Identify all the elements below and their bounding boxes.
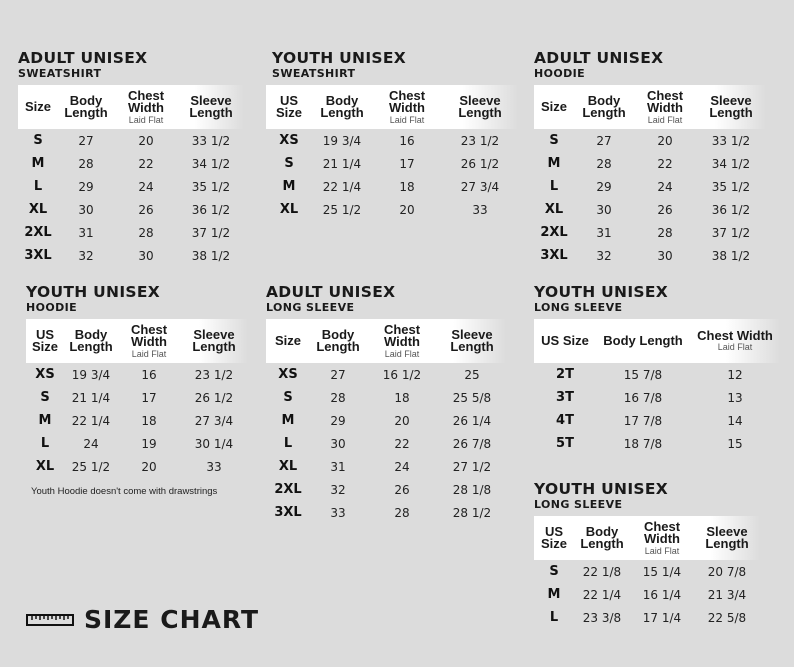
column-header [180, 319, 248, 363]
measurement-cell: 28 [394, 505, 410, 520]
size-cell: 3XL [24, 248, 52, 263]
chart-title: ADULT UNISEX [18, 49, 148, 67]
measurement-cell: 26 [657, 202, 673, 217]
size-table [266, 319, 506, 524]
measurement-cell: 18 [141, 413, 157, 428]
size-cell: L [549, 610, 559, 625]
column-header [574, 85, 634, 129]
chart-youth-long-sleeve [534, 481, 760, 629]
measurement-cell: 17 [399, 156, 415, 171]
table-row [266, 409, 506, 432]
column-header [534, 516, 574, 560]
measurement-cell: 27 [78, 133, 94, 148]
table-row [534, 583, 760, 606]
measurement-cell: 27 1/2 [452, 459, 492, 474]
chart-adult-long-sleeve [266, 284, 506, 524]
table-header-row [18, 85, 244, 129]
size-cell: 2T [556, 367, 574, 382]
column-header [634, 85, 696, 129]
table-row [266, 175, 518, 198]
size-cell: 2XL [540, 225, 568, 240]
measurement-cell: 25 5/8 [452, 390, 492, 405]
size-cell: XL [279, 202, 299, 217]
column-header-label: Chest Width [643, 518, 681, 546]
measurement-cell: 14 [727, 413, 743, 428]
measurement-cell: 16 [141, 367, 157, 382]
size-cell: 4T [556, 413, 574, 428]
table-row [18, 129, 244, 152]
size-cell: L [549, 179, 559, 194]
measurement-cell: 33 [206, 459, 222, 474]
column-header [366, 319, 438, 363]
chart-youth-hoodie [26, 284, 248, 478]
column-header [18, 85, 58, 129]
size-table [26, 319, 248, 478]
table-header-row [534, 319, 780, 363]
column-header-label: Chest Width [130, 321, 168, 349]
chart-title: YOUTH UNISEX [534, 480, 669, 498]
size-cell: S [40, 390, 50, 405]
table-row [534, 152, 766, 175]
measurement-cell: 29 [596, 179, 612, 194]
column-header-label: Sleeve Length [709, 92, 753, 120]
measurement-cell: 24 [83, 436, 99, 451]
table-row [266, 432, 506, 455]
table-row [266, 152, 518, 175]
measurement-cell: 20 [138, 133, 154, 148]
size-cell: XL [278, 459, 298, 474]
chart-subtitle: LONG SLEEVE [534, 498, 623, 511]
table-row [534, 175, 766, 198]
table-row [534, 363, 780, 386]
measurement-cell: 23 1/2 [460, 133, 500, 148]
column-header-note: Laid Flat [131, 348, 167, 359]
measurement-cell: 33 1/2 [191, 133, 231, 148]
column-header-label: Sleeve Length [192, 326, 236, 354]
size-table [534, 319, 780, 455]
measurement-cell: 28 1/8 [452, 482, 492, 497]
table-row [18, 175, 244, 198]
column-header [690, 319, 780, 363]
column-header [312, 85, 372, 129]
chart-title: ADULT UNISEX [534, 49, 664, 67]
column-header-label: Body Length [580, 523, 624, 551]
size-cell: XS [35, 367, 55, 382]
measurement-cell: 21 1/4 [322, 156, 362, 171]
column-header-label: Size [540, 98, 567, 114]
chart-subtitle: LONG SLEEVE [266, 301, 355, 314]
measurement-cell: 18 7/8 [623, 436, 663, 451]
measurement-cell: 26 1/2 [460, 156, 500, 171]
table-row [26, 363, 248, 386]
table-row [18, 244, 244, 267]
size-cell: L [283, 436, 293, 451]
size-cell: 2XL [24, 225, 52, 240]
column-header [266, 85, 312, 129]
size-table [534, 85, 766, 267]
column-header-note: Laid Flat [717, 342, 753, 353]
measurement-cell: 23 1/2 [194, 367, 234, 382]
measurement-cell: 22 5/8 [707, 610, 747, 625]
table-row [18, 221, 244, 244]
measurement-cell: 32 [330, 482, 346, 497]
measurement-cell: 22 [138, 156, 154, 171]
table-row [26, 409, 248, 432]
column-header [574, 516, 630, 560]
measurement-cell: 30 [596, 202, 612, 217]
column-header-label: Body Length [316, 326, 360, 354]
size-cell: M [547, 587, 561, 602]
column-header [534, 85, 574, 129]
measurement-cell: 31 [78, 225, 94, 240]
column-header-label: Body Length [320, 92, 364, 120]
table-row [266, 198, 518, 221]
measurement-cell: 28 [330, 390, 346, 405]
column-header [58, 85, 114, 129]
chart-title: YOUTH UNISEX [272, 49, 407, 67]
column-header [694, 516, 760, 560]
measurement-cell: 32 [78, 248, 94, 263]
measurement-cell: 35 1/2 [191, 179, 231, 194]
measurement-cell: 28 [596, 156, 612, 171]
youth-hoodie-note: Youth Hoodie doesn't come with drawstrings [31, 486, 218, 497]
measurement-cell: 27 [596, 133, 612, 148]
size-cell: 2XL [274, 482, 302, 497]
measurement-cell: 36 1/2 [711, 202, 751, 217]
measurement-cell: 27 3/4 [194, 413, 234, 428]
table-row [18, 152, 244, 175]
column-header [696, 85, 766, 129]
column-header [118, 319, 180, 363]
chart-subtitle: SWEATSHIRT [18, 67, 102, 80]
column-header [64, 319, 118, 363]
measurement-cell: 33 [472, 202, 488, 217]
measurement-cell: 17 [141, 390, 157, 405]
column-header-label: Body Length [69, 326, 113, 354]
size-cell: M [547, 156, 561, 171]
measurement-cell: 37 1/2 [191, 225, 231, 240]
table-row [266, 478, 506, 501]
table-row [534, 244, 766, 267]
column-header-label: Chest Width [697, 327, 773, 343]
column-header-note: Laid Flat [384, 348, 420, 359]
column-header [438, 319, 506, 363]
chart-subtitle: SWEATSHIRT [272, 67, 356, 80]
measurement-cell: 19 3/4 [71, 367, 111, 382]
measurement-cell: 25 1/2 [71, 459, 111, 474]
measurement-cell: 16 1/4 [642, 587, 682, 602]
column-header-label: US Size [275, 92, 302, 120]
column-header-label: Chest Width [127, 87, 165, 115]
column-header-label: US Size [541, 332, 589, 348]
measurement-cell: 31 [330, 459, 346, 474]
chart-youth-long-sleeve-toddler [534, 284, 780, 455]
measurement-cell: 25 [464, 367, 480, 382]
column-header-label: Body Length [64, 92, 108, 120]
chart-adult-sweatshirt [18, 50, 244, 267]
measurement-cell: 28 [657, 225, 673, 240]
measurement-cell: 36 1/2 [191, 202, 231, 217]
column-header-note: Laid Flat [647, 114, 683, 125]
measurement-cell: 23 3/8 [582, 610, 622, 625]
measurement-cell: 12 [727, 367, 743, 382]
table-header-row [266, 85, 518, 129]
size-cell: L [33, 179, 43, 194]
measurement-cell: 27 3/4 [460, 179, 500, 194]
column-header-label: Sleeve Length [458, 92, 502, 120]
column-header-label: Size [274, 332, 301, 348]
column-header [630, 516, 694, 560]
column-header-label: Sleeve Length [450, 326, 494, 354]
table-row [266, 455, 506, 478]
chart-subtitle: LONG SLEEVE [534, 301, 623, 314]
measurement-cell: 20 [394, 413, 410, 428]
column-header [178, 85, 244, 129]
measurement-cell: 24 [394, 459, 410, 474]
size-cell: S [549, 133, 559, 148]
size-cell: 3T [556, 390, 574, 405]
size-cell: S [283, 390, 293, 405]
measurement-cell: 17 7/8 [623, 413, 663, 428]
table-header-row [534, 85, 766, 129]
chart-title: YOUTH UNISEX [534, 283, 669, 301]
table-row [534, 386, 780, 409]
measurement-cell: 20 [399, 202, 415, 217]
measurement-cell: 30 [330, 436, 346, 451]
measurement-cell: 16 [399, 133, 415, 148]
measurement-cell: 19 3/4 [322, 133, 362, 148]
size-cell: L [40, 436, 50, 451]
measurement-cell: 28 [138, 225, 154, 240]
chart-subtitle: HOODIE [26, 301, 78, 314]
column-header [114, 85, 178, 129]
measurement-cell: 26 1/2 [194, 390, 234, 405]
table-row [18, 198, 244, 221]
table-row [534, 129, 766, 152]
measurement-cell: 37 1/2 [711, 225, 751, 240]
measurement-cell: 22 1/4 [322, 179, 362, 194]
size-cell: S [33, 133, 43, 148]
column-header-label: Chest Width [388, 87, 426, 115]
measurement-cell: 21 1/4 [71, 390, 111, 405]
measurement-cell: 17 1/4 [642, 610, 682, 625]
size-cell: M [31, 156, 45, 171]
size-cell: XL [28, 202, 48, 217]
ruler-icon [26, 614, 74, 626]
measurement-cell: 15 1/4 [642, 564, 682, 579]
measurement-cell: 38 1/2 [191, 248, 231, 263]
table-row [266, 129, 518, 152]
size-cell: S [549, 564, 559, 579]
column-header-label: Body Length [603, 332, 683, 348]
measurement-cell: 26 [138, 202, 154, 217]
table-row [26, 432, 248, 455]
measurement-cell: 35 1/2 [711, 179, 751, 194]
chart-youth-sweatshirt [272, 50, 518, 221]
measurement-cell: 25 1/2 [322, 202, 362, 217]
measurement-cell: 34 1/2 [711, 156, 751, 171]
measurement-cell: 16 7/8 [623, 390, 663, 405]
measurement-cell: 22 1/8 [582, 564, 622, 579]
chart-adult-hoodie [534, 50, 766, 267]
column-header-label: Sleeve Length [705, 523, 749, 551]
measurement-cell: 20 7/8 [707, 564, 747, 579]
measurement-cell: 30 1/4 [194, 436, 234, 451]
measurement-cell: 33 [330, 505, 346, 520]
column-header [442, 85, 518, 129]
column-header-note: Laid Flat [644, 545, 680, 556]
measurement-cell: 20 [141, 459, 157, 474]
measurement-cell: 27 [330, 367, 346, 382]
size-cell: M [282, 179, 296, 194]
size-cell: 3XL [540, 248, 568, 263]
measurement-cell: 38 1/2 [711, 248, 751, 263]
measurement-cell: 19 [141, 436, 157, 451]
size-cell: 5T [556, 436, 574, 451]
measurement-cell: 30 [138, 248, 154, 263]
table-row [534, 606, 760, 629]
size-table [18, 85, 244, 267]
table-row [534, 221, 766, 244]
measurement-cell: 33 1/2 [711, 133, 751, 148]
table-row [534, 560, 760, 583]
table-row [266, 386, 506, 409]
chart-title: YOUTH UNISEX [26, 283, 161, 301]
size-cell: S [284, 156, 294, 171]
size-chart-label: SIZE CHART [84, 605, 260, 634]
column-header-note: Laid Flat [389, 114, 425, 125]
column-header [266, 319, 310, 363]
measurement-cell: 15 7/8 [623, 367, 663, 382]
measurement-cell: 30 [657, 248, 673, 263]
table-row [266, 363, 506, 386]
chart-subtitle: HOODIE [534, 67, 586, 80]
table-row [534, 198, 766, 221]
size-cell: M [38, 413, 52, 428]
measurement-cell: 18 [394, 390, 410, 405]
table-row [26, 455, 248, 478]
size-table [266, 85, 518, 221]
measurement-cell: 29 [330, 413, 346, 428]
measurement-cell: 30 [78, 202, 94, 217]
column-header-label: US Size [31, 326, 58, 354]
size-cell: XL [544, 202, 564, 217]
measurement-cell: 24 [657, 179, 673, 194]
size-cell: 3XL [274, 505, 302, 520]
measurement-cell: 24 [138, 179, 154, 194]
measurement-cell: 26 1/4 [452, 413, 492, 428]
measurement-cell: 21 3/4 [707, 587, 747, 602]
chart-title: ADULT UNISEX [266, 283, 396, 301]
column-header [372, 85, 442, 129]
column-header [26, 319, 64, 363]
measurement-cell: 22 [394, 436, 410, 451]
column-header-label: Size [24, 98, 51, 114]
column-header-note: Laid Flat [128, 114, 164, 125]
measurement-cell: 32 [596, 248, 612, 263]
measurement-cell: 22 [657, 156, 673, 171]
table-row [266, 501, 506, 524]
column-header [310, 319, 366, 363]
column-header-label: US Size [540, 523, 567, 551]
column-header-label: Chest Width [383, 321, 421, 349]
measurement-cell: 29 [78, 179, 94, 194]
table-header-row [266, 319, 506, 363]
size-chart-footer [26, 603, 259, 637]
measurement-cell: 16 1/2 [382, 367, 422, 382]
column-header-label: Body Length [582, 92, 626, 120]
size-cell: XS [279, 133, 299, 148]
table-row [26, 386, 248, 409]
measurement-cell: 28 1/2 [452, 505, 492, 520]
measurement-cell: 34 1/2 [191, 156, 231, 171]
table-row [534, 432, 780, 455]
measurement-cell: 15 [727, 436, 743, 451]
table-header-row [534, 516, 760, 560]
measurement-cell: 26 [394, 482, 410, 497]
measurement-cell: 28 [78, 156, 94, 171]
size-cell: XS [278, 367, 298, 382]
measurement-cell: 22 1/4 [71, 413, 111, 428]
size-table [534, 516, 760, 629]
measurement-cell: 18 [399, 179, 415, 194]
measurement-cell: 20 [657, 133, 673, 148]
column-header-label: Sleeve Length [189, 92, 233, 120]
measurement-cell: 31 [596, 225, 612, 240]
table-header-row [26, 319, 248, 363]
measurement-cell: 22 1/4 [582, 587, 622, 602]
size-cell: M [281, 413, 295, 428]
table-row [534, 409, 780, 432]
column-header [534, 319, 596, 363]
measurement-cell: 13 [727, 390, 743, 405]
column-header-label: Chest Width [646, 87, 684, 115]
measurement-cell: 26 7/8 [452, 436, 492, 451]
column-header [596, 319, 690, 363]
size-cell: XL [35, 459, 55, 474]
